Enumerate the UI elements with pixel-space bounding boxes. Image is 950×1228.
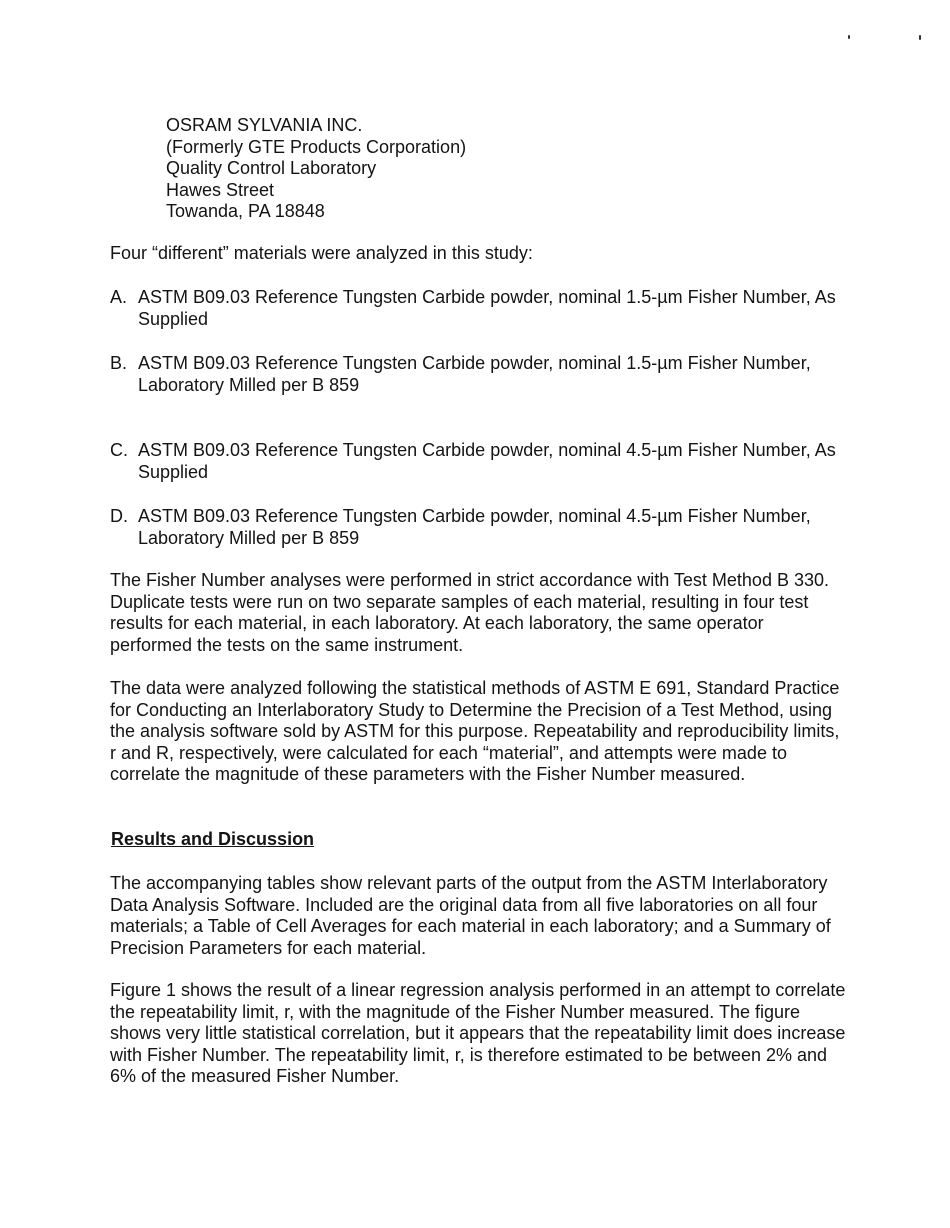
material-item-d — [110, 506, 850, 549]
material-item-a — [110, 287, 850, 330]
material-item-b — [110, 353, 850, 396]
material-letter: C. — [110, 440, 128, 460]
material-letter: A. — [110, 287, 128, 307]
material-letter: B. — [110, 353, 128, 373]
paragraph-data-analysis: The data were analyzed following the statistical methods of ASTM E 691, Standard Practice for Conducting an Interlaboratory Study to Determine the Precision of a Test Method, using the analysis software sold by ASTM for this purpose. Repeatability and reproducibility limits, r and R, respectively, were calculated for each “material”, and attempts were made to correlate the magnitude of these parameters with the Fisher Number measured. — [110, 678, 840, 785]
intro-text: Four “different” materials were analyzed in this study: — [110, 243, 533, 263]
material-description: ASTM B09.03 Reference Tungsten Carbide powder, nominal 1.5-µm Fisher Number, As Supplied — [138, 287, 836, 329]
section-heading: Results and Discussion — [111, 829, 315, 849]
material-item-c — [110, 440, 850, 483]
material-letter: D. — [110, 506, 128, 526]
address-company: OSRAM SYLVANIA INC. — [166, 115, 363, 135]
paragraph-tables: The accompanying tables show relevant parts of the output from the ASTM Interlaboratory Data Analysis Software. Included are the original data from all five laboratories on all four materials; a Table of Cell Averages for each material in each laboratory; and a Summary of Precision Parameters for each material. — [110, 873, 831, 958]
address-department: Quality Control Laboratory — [166, 158, 377, 179]
address-former-name: (Formerly GTE Products Corporation) — [166, 136, 467, 157]
address-street: Hawes Street — [166, 179, 275, 200]
material-description: ASTM B09.03 Reference Tungsten Carbide powder, nominal 4.5-µm Fisher Number, As Supplied — [138, 440, 836, 482]
material-description: ASTM B09.03 Reference Tungsten Carbide powder, nominal 4.5-µm Fisher Number, Laboratory Milled per B 859 — [138, 506, 811, 548]
paragraph-figure1: Figure 1 shows the result of a linear regression analysis performed in an attempt to correlate the repeatability limit, r, with the magnitude of the Fisher Number measured. The figure shows very little statistical correlation, but it appears that the repeatability limit does increase with Fisher Number. The repeatability limit, r, is therefore estimated to be between 2% and 6% of the measured Fisher Number. — [110, 980, 846, 1087]
material-description: ASTM B09.03 Reference Tungsten Carbide powder, nominal 1.5-µm Fisher Number, Laboratory Milled per B 859 — [138, 353, 811, 395]
paragraph-fisher-analyses: The Fisher Number analyses were performed in strict accordance with Test Method B 330. Duplicate tests were run on two separate samples of each material, resulting in four test results for each material, in each laboratory. At each laboratory, the same operator performed the tests on the same instrument. — [110, 570, 829, 655]
address-block — [166, 115, 466, 223]
address-city: Towanda, PA 18848 — [166, 201, 325, 222]
